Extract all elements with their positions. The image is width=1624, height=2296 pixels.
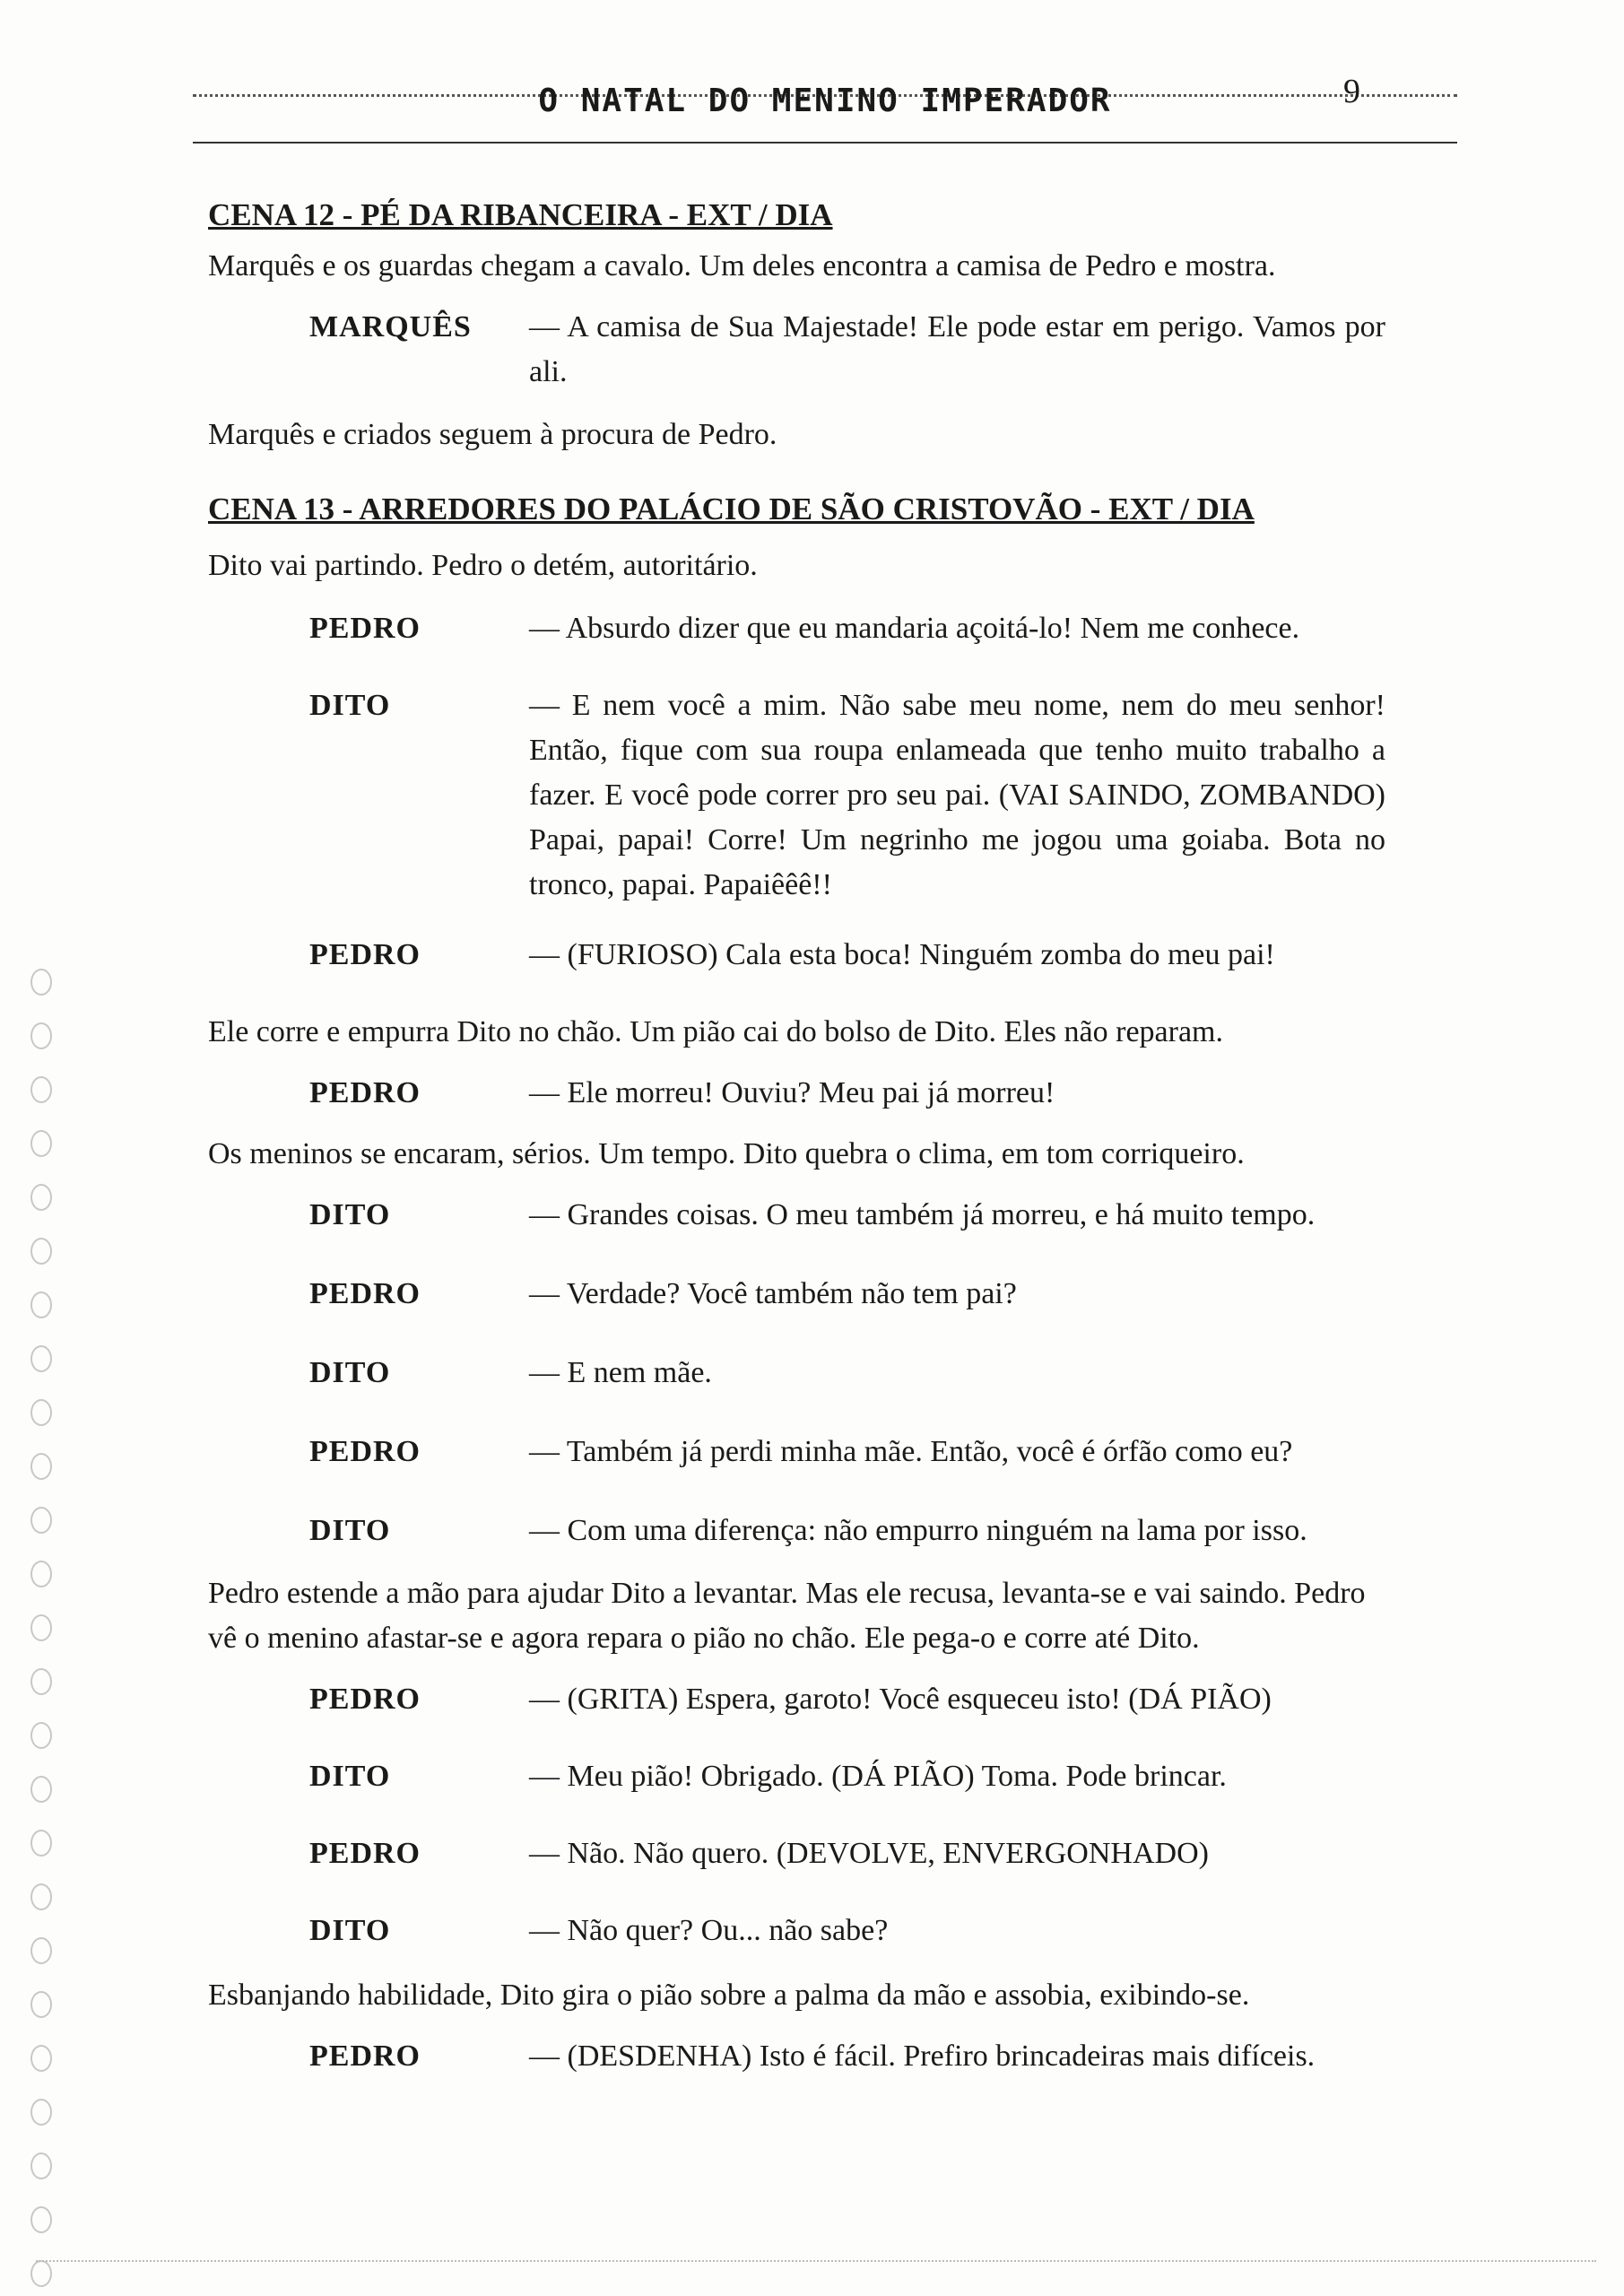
- action-line: Ele corre e empurra Dito no chão. Um pião cai do bolso de Dito. Eles não reparam.: [208, 1015, 1223, 1048]
- scene-heading-13: CENA 13 - ARREDORES DO PALÁCIO DE SÃO CRISTOVÃO - EXT / DIA: [208, 491, 1255, 526]
- binder-hole: [30, 1722, 52, 1749]
- dialogue-block: [309, 1272, 1385, 1317]
- dialogue-block: [309, 606, 1385, 651]
- binder-hole: [30, 2206, 52, 2233]
- speaker-name: PEDRO: [309, 1837, 421, 1870]
- dialogue-block: [309, 1677, 1385, 1722]
- speaker-name: DITO: [309, 689, 391, 722]
- speaker-name: MARQUÊS: [309, 310, 472, 344]
- dialogue-block: [309, 683, 1385, 908]
- speaker-name: DITO: [309, 1356, 391, 1389]
- dialogue-line: — Absurdo dizer que eu mandaria açoitá-lo! Nem me conhece.: [529, 612, 1300, 645]
- dialogue-line: — (DESDENHA) Isto é fácil. Prefiro brincadeiras mais difíceis.: [529, 2039, 1316, 2073]
- action-line: Marquês e criados seguem à procura de Pedro.: [208, 418, 777, 451]
- dialogue-block: [309, 1831, 1385, 1876]
- binder-hole: [30, 1883, 52, 1910]
- binder-hole: [30, 1776, 52, 1803]
- dialogue-line: — Meu pião! Obrigado. (DÁ PIÃO) Toma. Pode brincar.: [529, 1760, 1227, 1793]
- binder-hole: [30, 1184, 52, 1211]
- dialogue-line: — E nem mãe.: [529, 1356, 712, 1389]
- binder-hole: [30, 2260, 52, 2287]
- binder-hole: [30, 2045, 52, 2072]
- dialogue-block: [309, 2034, 1385, 2079]
- speaker-name: PEDRO: [309, 1076, 421, 1109]
- dialogue-line: — Verdade? Você também não tem pai?: [529, 1277, 1017, 1310]
- binder-holes: [25, 969, 61, 2296]
- page-number: 9: [1343, 73, 1360, 110]
- binder-hole: [30, 1561, 52, 1587]
- binder-hole: [30, 1668, 52, 1695]
- speaker-name: DITO: [309, 1914, 391, 1947]
- speaker-name: PEDRO: [309, 938, 421, 971]
- speaker-name: PEDRO: [309, 1277, 421, 1310]
- binder-hole: [30, 1076, 52, 1103]
- binder-hole: [30, 1292, 52, 1318]
- dialogue-line: — Também já perdi minha mãe. Então, você é órfão como eu?: [529, 1435, 1293, 1468]
- dialogue-block: [309, 1351, 1385, 1396]
- dialogue-block: [309, 933, 1385, 978]
- dialogue-line: — (GRITA) Espera, garoto! Você esqueceu isto! (DÁ PIÃO): [529, 1683, 1272, 1716]
- dialogue-block: [309, 1430, 1385, 1474]
- running-header-title: O NATAL DO MENINO IMPERADOR: [538, 83, 1112, 119]
- scene-heading-12: CENA 12 - PÉ DA RIBANCEIRA - EXT / DIA: [208, 197, 833, 232]
- action-paragraph: Pedro estende a mão para ajudar Dito a levantar. Mas ele recusa, levanta-se e vai saindo. Pedro vê o menino afastar-se e agora repara o pião no chão. Ele pega-o e corre até Dito.: [208, 1577, 1366, 1655]
- dialogue-line: — (FURIOSO) Cala esta boca! Ninguém zomba do meu pai!: [529, 938, 1275, 971]
- dialogue-block: [309, 1509, 1385, 1553]
- speaker-name: DITO: [309, 1198, 391, 1231]
- dialogue-block: [309, 1193, 1385, 1238]
- dialogue-line: — Com uma diferença: não empurro ninguém na lama por isso.: [529, 1514, 1307, 1547]
- speaker-name: PEDRO: [309, 1683, 421, 1716]
- binder-hole: [30, 1991, 52, 2018]
- speaker-name: DITO: [309, 1514, 391, 1547]
- dialogue-line: — Ele morreu! Ouviu? Meu pai já morreu!: [529, 1076, 1055, 1109]
- speaker-name: PEDRO: [309, 1435, 421, 1468]
- dialogue-line: — Não quer? Ou... não sabe?: [529, 1914, 889, 1947]
- binder-hole: [30, 1507, 52, 1534]
- footer-rule: [36, 2260, 1596, 2262]
- binder-hole: [30, 1130, 52, 1157]
- binder-hole: [30, 1453, 52, 1480]
- action-line: Dito vai partindo. Pedro o detém, autoritário.: [208, 549, 758, 582]
- binder-hole: [30, 2099, 52, 2126]
- dialogue-block: [309, 1071, 1385, 1116]
- binder-hole: [30, 969, 52, 996]
- dialogue-line: — Não. Não quero. (DEVOLVE, ENVERGONHADO): [529, 1837, 1209, 1870]
- speaker-name: PEDRO: [309, 612, 421, 645]
- binder-hole: [30, 1399, 52, 1426]
- header-rule-bottom: [193, 142, 1457, 144]
- action-line: Esbanjando habilidade, Dito gira o pião sobre a palma da mão e assobia, exibindo-se.: [208, 1979, 1250, 2012]
- binder-hole: [30, 2152, 52, 2179]
- dialogue-block: [309, 305, 1385, 395]
- binder-hole: [30, 1830, 52, 1857]
- speaker-name: PEDRO: [309, 2039, 421, 2073]
- action-line: Marquês e os guardas chegam a cavalo. Um deles encontra a camisa de Pedro e mostra.: [208, 249, 1276, 283]
- binder-hole: [30, 1937, 52, 1964]
- dialogue-line: — Grandes coisas. O meu também já morreu, e há muito tempo.: [529, 1198, 1316, 1231]
- dialogue-line: — E nem você a mim. Não sabe meu nome, nem do meu senhor! Então, fique com sua roupa enlameada que tenho muito trabalho a fazer. E você pode correr pro seu pai. (VAI SAINDO, ZOMBANDO) Papai, papai! Corre! Um negrinho me jogou uma goiaba. Bota no tronco, papai. Papaiêêê!!: [529, 689, 1385, 901]
- binder-hole: [30, 1238, 52, 1265]
- binder-hole: [30, 1345, 52, 1372]
- speaker-name: DITO: [309, 1760, 391, 1793]
- binder-hole: [30, 1022, 52, 1049]
- binder-hole: [30, 1614, 52, 1641]
- dialogue-block: [309, 1754, 1385, 1799]
- dialogue-block: [309, 1909, 1385, 1953]
- dialogue-line: — A camisa de Sua Majestade! Ele pode estar em perigo. Vamos por ali.: [529, 310, 1385, 388]
- action-line: Os meninos se encaram, sérios. Um tempo. Dito quebra o clima, em tom corriqueiro.: [208, 1137, 1245, 1170]
